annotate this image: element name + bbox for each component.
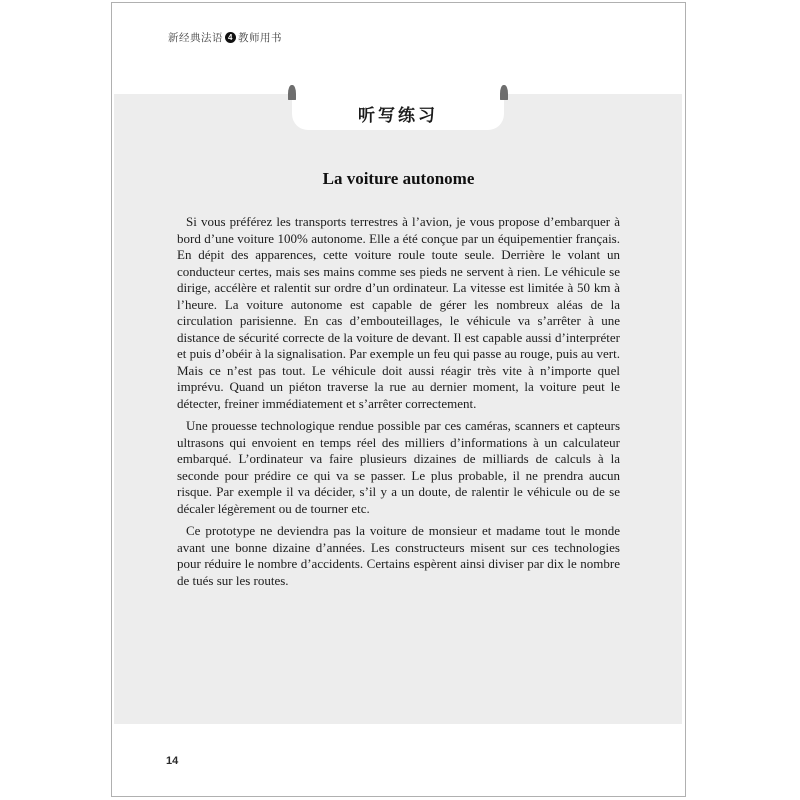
volume-number-badge: 4	[225, 32, 236, 43]
section-tab-title: 听写练习	[358, 106, 438, 125]
book-type-label: 教师用书	[238, 32, 282, 44]
article-paragraph-3: Ce prototype ne deviendra pas la voiture de monsieur et madame tout le monde avant une bonne dizaine d’années. Les constructeurs misent sur ces technologies pour réduire le nombre d’accidents. Certains espèrent ainsi diviser par dix le nombre de tués sur les routes.	[177, 523, 620, 588]
content-panel	[114, 94, 682, 724]
pushpin-right-icon	[500, 85, 508, 100]
book-page	[111, 2, 686, 797]
article-paragraph-1: Si vous préférez les transports terrestres à l’avion, je vous propose d’embarquer à bord d’une voiture 100% autonome. Elle a été conçue par un équipementier français. En dépit des apparences, cette voiture roule toute seule. Derrière le volant un conducteur certes, mais ses mains comme ses pieds ne servent à rien. Le véhicule se dirige, accélère et ralentit sur ordre d’un ordinateur. La vitesse est limitée à 50 km à l’heure. La voiture autonome est capable de gérer les nombreux aléas de la circulation parisienne. En cas d’embouteillages, le véhicule va s’arrêter à une distance de sécurité correcte de la voiture de devant. Il est capable aussi d’interpréter et puis d’obéir à la signalisation. Par exemple un feu qui passe au rouge, puis au vert. Mais ce n’est pas tout. Le véhicule doit aussi réagir très vite à n’importe quel imprévu. Quand un piéton traverse la rue au dernier moment, la voiture peut le détecter, freiner immédiatement et s’arrêter correctement.	[177, 214, 620, 411]
page-number: 14	[166, 755, 179, 767]
article-title: La voiture autonome	[322, 169, 475, 188]
running-header	[168, 30, 282, 45]
series-title: 新经典法语	[168, 32, 223, 44]
pushpin-left-icon	[288, 85, 296, 100]
article-paragraph-2: Une prouesse technologique rendue possible par ces caméras, scanners et capteurs ultrasons qui envoient en temps réel des milliers d’informations à un calculateur embarqué. L’ordinateur va faire plusieurs dizaines de milliards de calculs à la seconde pour prédire ce qui va se passer. Le plus probable, il ne prendra aucun risque. Par exemple il va décider, s’il y a un doute, de ralentir le véhicule ou de se décaler légèrement ou de tourner etc.	[177, 418, 620, 516]
section-tab	[292, 94, 504, 130]
article	[177, 169, 620, 595]
